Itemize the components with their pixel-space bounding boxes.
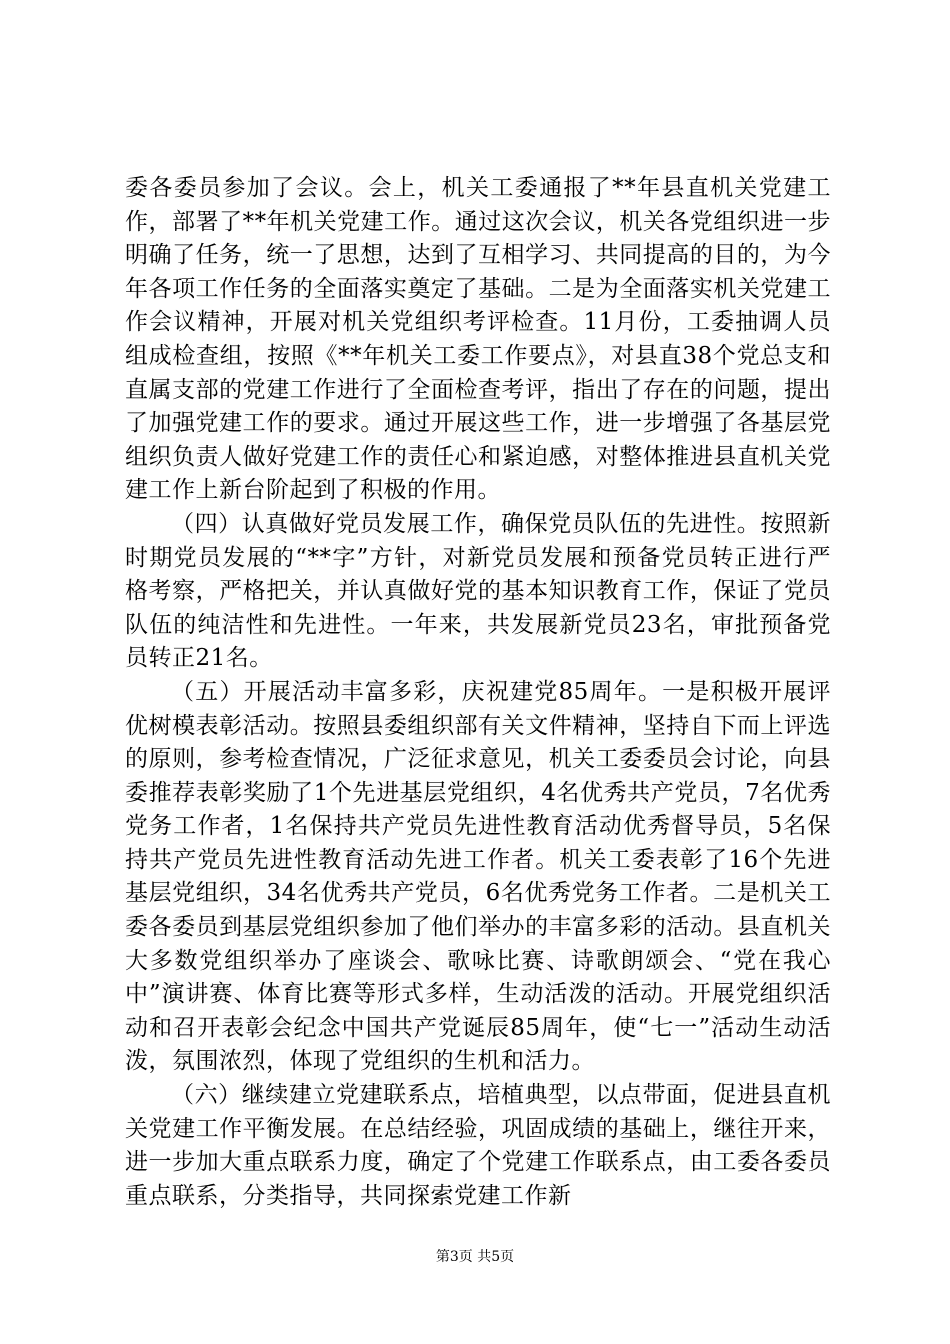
document-body (125, 172, 831, 1213)
paragraph-continuation: 委各委员参加了会议。会上，机关工委通报了**年县直机关党建工作，部署了**年机关党建工作。通过这次会议，机关各党组织进一步明确了任务，统一了思想，达到了互相学习、共同提高的目的，为今年各项工作任务的全面落实奠定了基础。二是为全面落实机关党建工作会议精神，开展对机关党组织考评检查。11月份，工委抽调人员组成检查组，按照《**年机关工委工作要点》，对县直38个党总支和直属支部的党建工作进行了全面检查考评，指出了存在的问题，提出了加强党建工作的要求。通过开展这些工作，进一步增强了各基层党组织负责人做好党建工作的责任心和紧迫感，对整体推进县直机关党建工作上新台阶起到了积极的作用。 (125, 175, 831, 504)
paragraph-section-4: （四）认真做好党员发展工作，确保党员队伍的先进性。按照新时期党员发展的“**字”方针，对新党员发展和预备党员转正进行严格考察，严格把关，并认真做好党的基本知识教育工作，保证了党员队伍的纯洁性和先进性。一年来，共发展新党员23名，审批预备党员转正21名。 (125, 510, 831, 672)
paragraph-section-6: （六）继续建立党建联系点，培植典型，以点带面，促进县直机关党建工作平衡发展。在总结经验，巩固成绩的基础上，继往开来，进一步加大重点联系力度，确定了个党建工作联系点，由工委各委员重点联系，分类指导，共同探索党建工作新 (125, 1082, 831, 1209)
paragraph-section-5: （五）开展活动丰富多彩，庆祝建党85周年。一是积极开展评优树模表彰活动。按照县委组织部有关文件精神，坚持自下而上评选的原则，参考检查情况，广泛征求意见，机关工委委员会讨论，向县委推荐表彰奖励了1个先进基层党组织，4名优秀共产党员，7名优秀党务工作者，1名保持共产党员先进性教育活动优秀督导员，5名保持共产党员先进性教育活动先进工作者。机关工委表彰了16个先进基层党组织，34名优秀共产党员，6名优秀党务工作者。二是机关工委各委员到基层党组织参加了他们举办的丰富多彩的活动。县直机关大多数党组织举办了座谈会、歌咏比赛、诗歌朗颂会、“党在我心中”演讲赛、体育比赛等形式多样，生动活泼的活动。开展党组织活动和召开表彰会纪念中国共产党诞辰85周年，使“七一”活动生动活泼，氛围浓烈，体现了党组织的生机和活力。 (125, 678, 831, 1075)
page-footer: 第3页 共5页 (435, 1249, 515, 1265)
